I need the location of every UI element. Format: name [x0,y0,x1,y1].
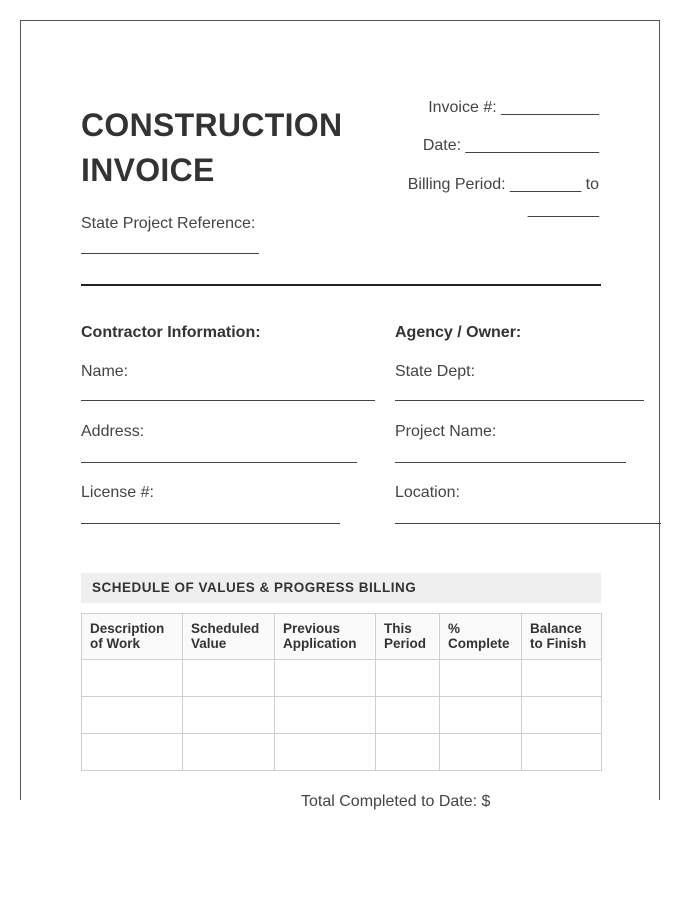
table-cell[interactable] [275,734,376,771]
location-field[interactable] [395,523,661,524]
table-cell[interactable] [440,697,522,734]
agency-heading: Agency / Owner: [395,324,522,341]
table-cell[interactable] [522,697,602,734]
state-project-reference-field[interactable] [81,253,259,254]
title-line-1: CONSTRUCTION [81,107,343,143]
column-header-this-period: This Period [376,614,440,660]
table-cell[interactable] [275,697,376,734]
schedule-heading: SCHEDULE OF VALUES & PROGRESS BILLING [81,573,601,603]
table-cell[interactable] [376,697,440,734]
table-cell[interactable] [183,734,275,771]
table-cell[interactable] [82,660,183,697]
table-row [82,697,602,734]
table-cell[interactable] [183,660,275,697]
contractor-address-field[interactable] [81,462,357,463]
table-cell[interactable] [82,697,183,734]
column-header-balance-to-finish: Balance to Finish [522,614,602,660]
contractor-license-field[interactable] [81,523,340,524]
table-row [82,734,602,771]
total-completed-to-date: Total Completed to Date: $ [301,793,491,810]
table-cell[interactable] [440,660,522,697]
table-cell[interactable] [183,697,275,734]
invoice-page [20,20,660,810]
column-header-percent-complete: % Complete [440,614,522,660]
contractor-license-label: License #: [81,484,154,501]
contractor-heading: Contractor Information: [81,324,261,341]
billing-period-field[interactable]: Billing Period: ________ to [407,176,599,193]
table-cell[interactable] [82,734,183,771]
contractor-name-field[interactable] [81,400,375,401]
contractor-address-label: Address: [81,423,145,440]
table-cell[interactable] [376,734,440,771]
invoice-title [81,103,381,193]
schedule-header-row [82,614,602,660]
table-cell[interactable] [440,734,522,771]
header-divider [81,284,601,286]
state-dept-label: State Dept: [395,363,476,380]
table-cell[interactable] [522,660,602,697]
column-header-previous-application: Previous Application [275,614,376,660]
table-cell[interactable] [376,660,440,697]
state-dept-field[interactable] [395,400,644,401]
project-name-label: Project Name: [395,423,497,440]
table-row [82,660,602,697]
table-cell[interactable] [522,734,602,771]
column-header-scheduled-value: Scheduled Value [183,614,275,660]
title-line-2: INVOICE [81,152,215,188]
table-cell[interactable] [275,660,376,697]
date-field[interactable]: Date: _______________ [422,137,599,154]
contractor-name-label: Name: [81,363,129,380]
state-project-reference-label: State Project Reference: [81,215,256,232]
billing-period-end-field[interactable]: ________ [527,201,599,218]
project-name-field[interactable] [395,462,626,463]
location-label: Location: [395,484,460,501]
schedule-table [81,613,602,771]
invoice-number-field[interactable]: Invoice #: ___________ [428,99,599,116]
column-header-description: Description of Work [82,614,183,660]
